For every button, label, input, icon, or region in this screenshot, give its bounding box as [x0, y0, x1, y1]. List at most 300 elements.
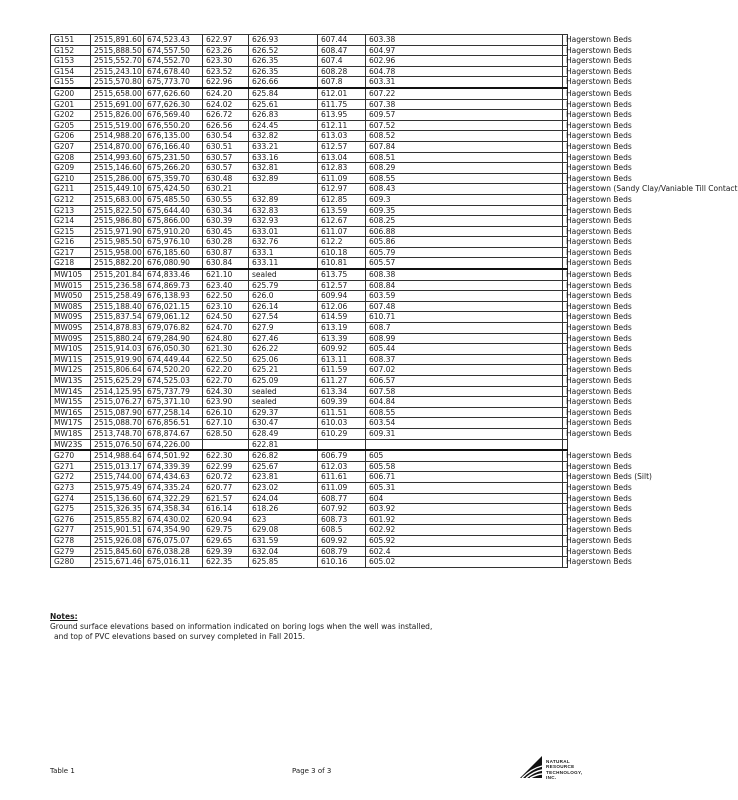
table-cell: G205: [51, 120, 91, 131]
table-cell: 603.92: [366, 504, 563, 515]
table-cell: 607.52: [366, 120, 563, 131]
table-row: [51, 216, 568, 227]
table-cell: 607.92: [318, 504, 366, 515]
table-row: [51, 472, 568, 483]
table-cell: 2515,146.60: [91, 163, 144, 174]
table-cell: Hagerstown Beds: [563, 141, 568, 152]
table-cell: G213: [51, 205, 91, 216]
table-cell: Hagerstown Beds: [563, 376, 568, 387]
table-cell: 678,874.67: [144, 428, 203, 439]
table-cell: 677,626.30: [144, 99, 203, 110]
table-cell: 2515,958.00: [91, 247, 144, 258]
table-cell: 606.71: [366, 472, 563, 483]
table-cell: Hagerstown Beds: [563, 56, 568, 67]
table-cell: 674,520.20: [144, 365, 203, 376]
table-row: [51, 333, 568, 344]
table-cell: 632.93: [249, 216, 318, 227]
table-cell: 608.47: [318, 45, 366, 56]
table-row: [51, 428, 568, 439]
table-cell: G206: [51, 131, 91, 142]
table-cell: 608.51: [366, 152, 563, 163]
table-cell: 627.10: [203, 418, 249, 429]
table-cell: Hagerstown Beds: [563, 280, 568, 291]
logo-line-1: NATURAL: [546, 759, 570, 764]
table-cell: 613.75: [318, 269, 366, 280]
table-cell: 630.21: [203, 184, 249, 195]
table-cell: Hagerstown Beds: [563, 35, 568, 46]
table-row: [51, 205, 568, 216]
table-cell: Hagerstown Beds: [563, 173, 568, 184]
table-cell: 608.37: [366, 354, 563, 365]
table-row: [51, 88, 568, 99]
table-cell: 2515,806.64: [91, 365, 144, 376]
table-cell: Hagerstown Beds: [563, 333, 568, 344]
table-cell: 674,354.90: [144, 525, 203, 536]
table-cell: 630.54: [203, 131, 249, 142]
table-row: [51, 546, 568, 557]
table-cell: 605: [366, 450, 563, 461]
table-cell: 616.14: [203, 504, 249, 515]
table-cell: 609.31: [366, 428, 563, 439]
table-cell: G276: [51, 514, 91, 525]
table-cell: G270: [51, 450, 91, 461]
table-cell: 629.65: [203, 535, 249, 546]
table-cell: 676,050.30: [144, 344, 203, 355]
table-cell: 611.09: [318, 482, 366, 493]
table-row: [51, 184, 568, 195]
table-cell: 677,258.14: [144, 407, 203, 418]
table-cell: 602.96: [366, 56, 563, 67]
table-cell: G218: [51, 258, 91, 269]
table-cell: 2514,988.64: [91, 450, 144, 461]
table-cell: G217: [51, 247, 91, 258]
table-cell: 630.39: [203, 216, 249, 227]
table-cell: 676,080.90: [144, 258, 203, 269]
table-cell: 625.06: [249, 354, 318, 365]
table-row: [51, 365, 568, 376]
table-cell: 604: [366, 493, 563, 504]
table-cell: 677,626.60: [144, 88, 203, 99]
table-cell: sealed: [249, 386, 318, 397]
table-cell: 623.26: [203, 45, 249, 56]
table-cell: 621.30: [203, 344, 249, 355]
table-row: [51, 418, 568, 429]
table-cell: 2515,919.90: [91, 354, 144, 365]
table-cell: 628.50: [203, 428, 249, 439]
table-cell: 2515,855.82: [91, 514, 144, 525]
table-cell: 607.8: [318, 77, 366, 88]
logo-mark-icon: [520, 756, 542, 778]
table-row: [51, 237, 568, 248]
table-cell: 610.29: [318, 428, 366, 439]
table-cell: 611.09: [318, 173, 366, 184]
table-cell: 624.50: [203, 312, 249, 323]
table-cell: 622.70: [203, 376, 249, 387]
table-row: [51, 45, 568, 56]
table-cell: MW14S: [51, 386, 91, 397]
table-row: [51, 461, 568, 472]
table-cell: 630.34: [203, 205, 249, 216]
table-cell: G201: [51, 99, 91, 110]
table-cell: 630.45: [203, 226, 249, 237]
table-cell: 603.38: [366, 35, 563, 46]
table-cell: 607.58: [366, 386, 563, 397]
table-cell: 675,866.00: [144, 216, 203, 227]
table-row: [51, 354, 568, 365]
table-cell: 605.58: [366, 461, 563, 472]
table-cell: 622.50: [203, 354, 249, 365]
table-cell: 675,644.40: [144, 205, 203, 216]
table-cell: MW09S: [51, 323, 91, 334]
table-cell: G278: [51, 535, 91, 546]
table-row: [51, 493, 568, 504]
table-cell: 2515,880.24: [91, 333, 144, 344]
table-cell: Hagerstown Beds: [563, 418, 568, 429]
table-cell: 625.67: [249, 461, 318, 472]
table-cell: 613.19: [318, 323, 366, 334]
table-cell: 630.48: [203, 173, 249, 184]
table-cell: Hagerstown Beds: [563, 66, 568, 77]
table-cell: 604.97: [366, 45, 563, 56]
table-cell: 625.85: [249, 557, 318, 568]
table-cell: 676,021.15: [144, 301, 203, 312]
table-cell: 603.59: [366, 291, 563, 302]
table-cell: 607.84: [366, 141, 563, 152]
table-cell: 674,430.02: [144, 514, 203, 525]
table-cell: MW08S: [51, 301, 91, 312]
table-cell: 604.78: [366, 66, 563, 77]
table-cell: 626.83: [249, 110, 318, 121]
table-row: [51, 323, 568, 334]
table-cell: 624.45: [249, 120, 318, 131]
table-cell: G272: [51, 472, 91, 483]
table-cell: 624.20: [203, 88, 249, 99]
table-cell: 632.04: [249, 546, 318, 557]
table-cell: MW09S: [51, 312, 91, 323]
table-cell: 676,856.51: [144, 418, 203, 429]
table-cell: 612.11: [318, 120, 366, 131]
table-cell: G277: [51, 525, 91, 536]
table-cell: G200: [51, 88, 91, 99]
table-cell: 623.52: [203, 66, 249, 77]
table-cell: 605.86: [366, 237, 563, 248]
table-cell: Hagerstown Beds: [563, 493, 568, 504]
table-cell: 618.26: [249, 504, 318, 515]
table-cell: 612.83: [318, 163, 366, 174]
table-cell: 675,910.20: [144, 226, 203, 237]
table-cell: 608.99: [366, 333, 563, 344]
table-row: [51, 120, 568, 131]
table-cell: 609.92: [318, 535, 366, 546]
table-cell: 630.28: [203, 237, 249, 248]
table-row: [51, 110, 568, 121]
table-cell: 601.92: [366, 514, 563, 525]
table-cell: 674,552.70: [144, 56, 203, 67]
table-row: [51, 535, 568, 546]
table-cell: 632.89: [249, 194, 318, 205]
table-row: [51, 226, 568, 237]
table-cell: 613.34: [318, 386, 366, 397]
table-cell: 674,339.39: [144, 461, 203, 472]
table-cell: 603.31: [366, 77, 563, 88]
table-cell: 627.54: [249, 312, 318, 323]
table-cell: 605.02: [366, 557, 563, 568]
table-cell: 676,075.07: [144, 535, 203, 546]
table-cell: Hagerstown Beds: [563, 525, 568, 536]
table-cell: MW13S: [51, 376, 91, 387]
table-cell: 612.57: [318, 141, 366, 152]
table-cell: 620.72: [203, 472, 249, 483]
table-cell: 633.16: [249, 152, 318, 163]
table-cell: G275: [51, 504, 91, 515]
table-cell: Hagerstown Beds: [563, 258, 568, 269]
table-cell: G212: [51, 194, 91, 205]
table-cell: 630.57: [203, 152, 249, 163]
table-cell: 675,359.70: [144, 173, 203, 184]
table-cell: 607.02: [366, 365, 563, 376]
table-cell: MW09S: [51, 333, 91, 344]
table-cell: 622.35: [203, 557, 249, 568]
table-cell: 627.9: [249, 323, 318, 334]
table-cell: 2515,986.80: [91, 216, 144, 227]
table-cell: 623.30: [203, 56, 249, 67]
table-cell: 611.07: [318, 226, 366, 237]
table-cell: G153: [51, 56, 91, 67]
table-cell: [203, 439, 249, 450]
table-cell: 633.1: [249, 247, 318, 258]
table-cell: 622.96: [203, 77, 249, 88]
table-cell: 626.72: [203, 110, 249, 121]
table-cell: MW11S: [51, 354, 91, 365]
table-row: [51, 482, 568, 493]
table-cell: 625.79: [249, 280, 318, 291]
table-cell: 676,166.40: [144, 141, 203, 152]
table-cell: G210: [51, 173, 91, 184]
table-cell: 609.35: [366, 205, 563, 216]
table-cell: 674,449.44: [144, 354, 203, 365]
table-cell: 675,976.10: [144, 237, 203, 248]
table-cell: 676,550.20: [144, 120, 203, 131]
table-cell: G154: [51, 66, 91, 77]
table-cell: [366, 439, 563, 450]
table-cell: Hagerstown Beds (Silt): [563, 472, 568, 483]
table-cell: 610.81: [318, 258, 366, 269]
table-cell: 604.84: [366, 397, 563, 408]
table-cell: MW105: [51, 269, 91, 280]
table-cell: 679,061.12: [144, 312, 203, 323]
table-cell: 623.90: [203, 397, 249, 408]
table-cell: Hagerstown Beds: [563, 131, 568, 142]
table-cell: G208: [51, 152, 91, 163]
table-cell: 606.57: [366, 376, 563, 387]
table-cell: 608.79: [318, 546, 366, 557]
table-cell: 626.0: [249, 291, 318, 302]
notes-line-1: Ground surface elevations based on information indicated on boring logs when the well was installed,: [50, 622, 433, 631]
table-row: [51, 386, 568, 397]
notes-line-2: and top of PVC elevations based on survey completed in Fall 2015.: [54, 632, 306, 641]
table-cell: 2515,258.49: [91, 291, 144, 302]
table-cell: 610.16: [318, 557, 366, 568]
table-cell: G214: [51, 216, 91, 227]
table-cell: G155: [51, 77, 91, 88]
table-cell: 2515,243.10: [91, 66, 144, 77]
table-cell: Hagerstown Beds: [563, 99, 568, 110]
table-row: [51, 56, 568, 67]
table-cell: 610.03: [318, 418, 366, 429]
table-cell: 2515,845.60: [91, 546, 144, 557]
table-cell: 623.81: [249, 472, 318, 483]
table-cell: 613.59: [318, 205, 366, 216]
table-cell: 2515,326.35: [91, 504, 144, 515]
table-cell: 611.59: [318, 365, 366, 376]
table-cell: 2514,878.83: [91, 323, 144, 334]
table-cell: 2515,901.51: [91, 525, 144, 536]
table-cell: 2514,993.60: [91, 152, 144, 163]
table-cell: 610.18: [318, 247, 366, 258]
table-cell: 2515,822.50: [91, 205, 144, 216]
table-cell: 2515,683.00: [91, 194, 144, 205]
table-cell: 625.21: [249, 365, 318, 376]
table-row: [51, 312, 568, 323]
table-cell: Hagerstown Beds: [563, 152, 568, 163]
table-cell: Hagerstown Beds: [563, 365, 568, 376]
table-cell: 2515,744.00: [91, 472, 144, 483]
table-row: [51, 514, 568, 525]
table-cell: 674,226.00: [144, 439, 203, 450]
table-cell: 674,335.24: [144, 482, 203, 493]
table-cell: 607.44: [318, 35, 366, 46]
table-cell: 609.57: [366, 110, 563, 121]
table-cell: 633.21: [249, 141, 318, 152]
table-cell: 623.40: [203, 280, 249, 291]
table-cell: 608.7: [366, 323, 563, 334]
table-cell: 2515,013.17: [91, 461, 144, 472]
table-cell: Hagerstown Beds: [563, 77, 568, 88]
table-cell: 605.44: [366, 344, 563, 355]
table-row: [51, 173, 568, 184]
table-cell: 674,434.63: [144, 472, 203, 483]
table-cell: Hagerstown Beds: [563, 291, 568, 302]
table-cell: 607.48: [366, 301, 563, 312]
table-cell: 2515,519.00: [91, 120, 144, 131]
table-cell: G207: [51, 141, 91, 152]
table-cell: 632.76: [249, 237, 318, 248]
logo-text: [546, 759, 592, 781]
table-cell: 676,038.28: [144, 546, 203, 557]
table-cell: 609.3: [366, 194, 563, 205]
table-cell: 608.29: [366, 163, 563, 174]
table-cell: 630.51: [203, 141, 249, 152]
table-cell: 608.43: [366, 184, 563, 195]
table-cell: 613.11: [318, 354, 366, 365]
table-row: [51, 77, 568, 88]
table-cell: 612.2: [318, 237, 366, 248]
table-cell: Hagerstown Beds: [563, 323, 568, 334]
table-cell: 2515,286.00: [91, 173, 144, 184]
table-cell: Hagerstown Beds: [563, 301, 568, 312]
table-cell: 674,501.92: [144, 450, 203, 461]
table-cell: 2515,975.49: [91, 482, 144, 493]
table-cell: 2515,914.03: [91, 344, 144, 355]
table-row: [51, 407, 568, 418]
table-cell: [249, 184, 318, 195]
table-cell: 606.88: [366, 226, 563, 237]
table-cell: Hagerstown Beds: [563, 397, 568, 408]
table-cell: 626.35: [249, 56, 318, 67]
table-cell: Hagerstown Beds: [563, 482, 568, 493]
table-cell: 630.55: [203, 194, 249, 205]
table-cell: Hagerstown Beds: [563, 428, 568, 439]
table-cell: Hagerstown Beds: [563, 237, 568, 248]
table-cell: 605.57: [366, 258, 563, 269]
table-cell: 2515,076.50: [91, 439, 144, 450]
table-cell: 611.75: [318, 99, 366, 110]
table-row: [51, 141, 568, 152]
table-cell: 603.54: [366, 418, 563, 429]
table-cell: 2515,926.08: [91, 535, 144, 546]
table-cell: 674,525.03: [144, 376, 203, 387]
table-cell: 624.02: [203, 99, 249, 110]
table-cell: 2515,985.50: [91, 237, 144, 248]
table-cell: 674,833.46: [144, 269, 203, 280]
table-cell: 675,371.10: [144, 397, 203, 408]
table-cell: 609.39: [318, 397, 366, 408]
table-cell: MW16S: [51, 407, 91, 418]
table-cell: 2515,671.46: [91, 557, 144, 568]
table-row: [51, 344, 568, 355]
table-cell: 2515,658.00: [91, 88, 144, 99]
table-cell: 627.46: [249, 333, 318, 344]
table-cell: 626.10: [203, 407, 249, 418]
table-cell: 675,424.50: [144, 184, 203, 195]
table-cell: 608.38: [366, 269, 563, 280]
table-cell: 674,523.43: [144, 35, 203, 46]
table-cell: Hagerstown Beds: [563, 386, 568, 397]
table-cell: 609.94: [318, 291, 366, 302]
table-cell: 608.84: [366, 280, 563, 291]
table-cell: Hagerstown Beds: [563, 269, 568, 280]
table-cell: 622.97: [203, 35, 249, 46]
table-cell: 605.31: [366, 482, 563, 493]
table-cell: Hagerstown Beds: [563, 45, 568, 56]
footer-page-number: Page 3 of 3: [292, 767, 332, 775]
table-cell: 608.25: [366, 216, 563, 227]
table-cell: Hagerstown Beds: [563, 120, 568, 131]
table-cell: 2515,971.90: [91, 226, 144, 237]
table-row: [51, 439, 568, 450]
table-cell: 620.94: [203, 514, 249, 525]
table-cell: Hagerstown Beds: [563, 354, 568, 365]
table-cell: 2515,882.20: [91, 258, 144, 269]
table-row: [51, 194, 568, 205]
logo-line-2: RESOURCE: [546, 764, 575, 770]
table-cell: Hagerstown Beds: [563, 344, 568, 355]
table-cell: G211: [51, 184, 91, 195]
table-cell: 614.59: [318, 312, 366, 323]
table-cell: Hagerstown Beds: [563, 110, 568, 121]
table-cell: 675,016.11: [144, 557, 203, 568]
table-cell: 2515,891.60: [91, 35, 144, 46]
table-cell: 2515,087.90: [91, 407, 144, 418]
table-cell: 608.77: [318, 493, 366, 504]
table-cell: G151: [51, 35, 91, 46]
table-cell: 609.92: [318, 344, 366, 355]
table-cell: 608.73: [318, 514, 366, 525]
table-cell: 608.5: [318, 525, 366, 536]
table-cell: 612.03: [318, 461, 366, 472]
table-row: [51, 66, 568, 77]
table-row: [51, 301, 568, 312]
